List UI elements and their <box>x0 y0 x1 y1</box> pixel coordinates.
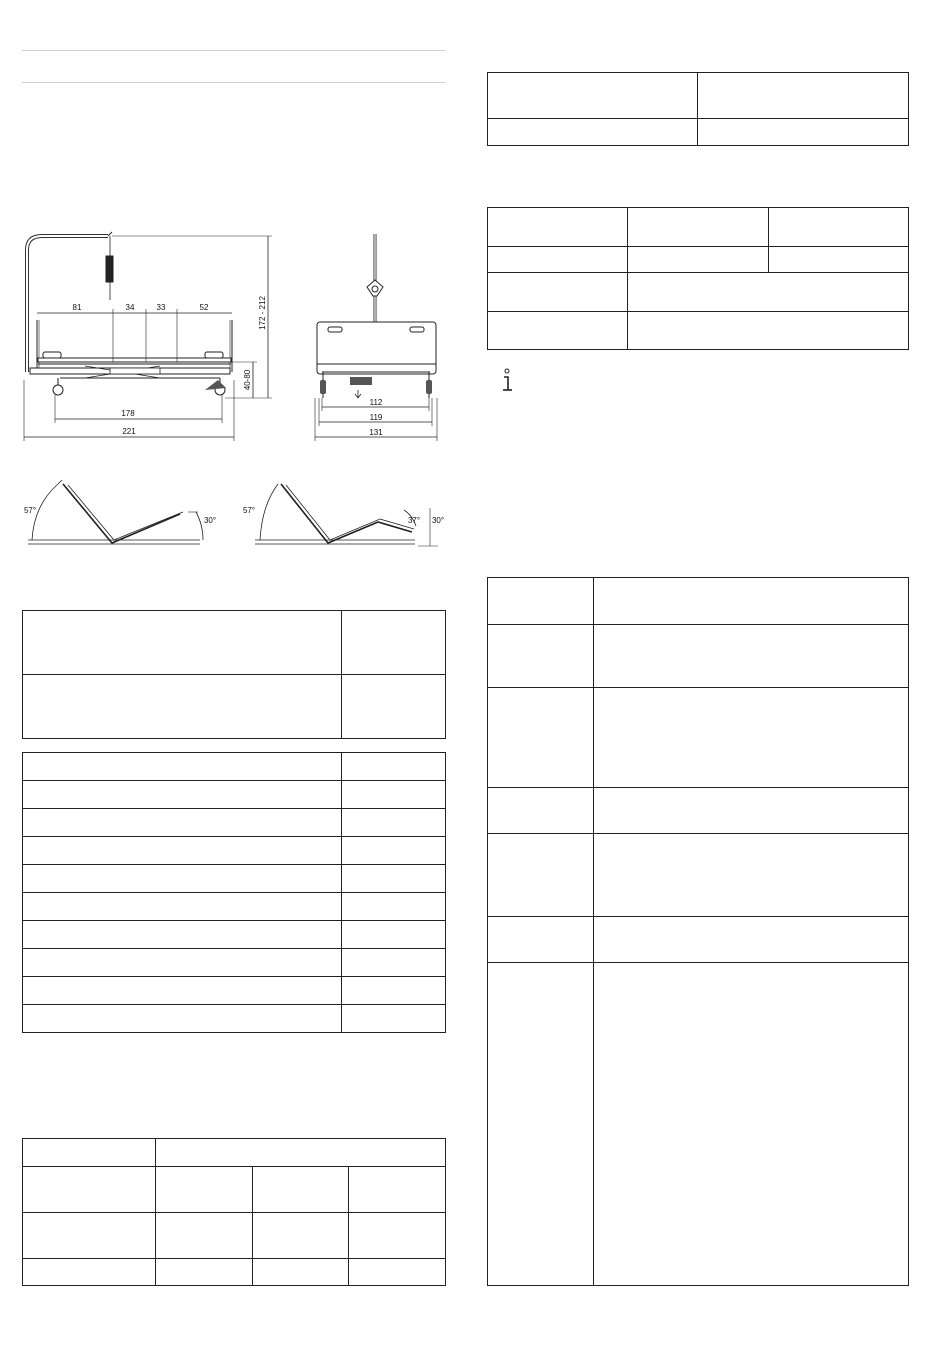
profile-2-leg-angle-2: 30° <box>431 516 445 525</box>
table-cell <box>628 273 909 312</box>
table-cell <box>594 688 909 788</box>
table-row <box>488 788 909 834</box>
table-cell <box>342 809 446 837</box>
table-cell <box>342 893 446 921</box>
dim-total-width: 131 <box>369 428 383 437</box>
table-row <box>488 208 909 247</box>
table-cell <box>769 247 909 273</box>
table-cell <box>253 1167 349 1213</box>
table-cell <box>349 1213 446 1259</box>
table-cell <box>342 865 446 893</box>
table-row <box>488 247 909 273</box>
table-row <box>488 273 909 312</box>
dim-frame-width: 119 <box>369 413 383 422</box>
end-view-drawing <box>315 234 437 441</box>
profile-2-backrest-angle: 57° <box>242 506 256 515</box>
spec-table-1 <box>22 610 446 739</box>
table-cell <box>488 788 594 834</box>
table-row <box>488 963 909 1286</box>
table-cell <box>488 578 594 625</box>
dim-deck-height: 40-80 <box>243 369 252 391</box>
table-row <box>488 625 909 688</box>
table-cell <box>488 273 628 312</box>
dim-head: 81 <box>72 303 82 312</box>
table-cell <box>488 73 698 119</box>
table-cell <box>23 1005 342 1033</box>
table-cell <box>156 1213 253 1259</box>
table-row <box>488 119 909 146</box>
table-cell <box>488 625 594 688</box>
spec-table-4 <box>487 72 909 146</box>
table-row <box>23 921 446 949</box>
dim-base-length: 178 <box>121 409 135 418</box>
table-row <box>23 893 446 921</box>
table-row <box>23 977 446 1005</box>
table-cell <box>23 611 342 675</box>
table-cell <box>628 208 769 247</box>
table-row <box>23 1259 446 1286</box>
table-row <box>23 1167 446 1213</box>
table-cell <box>23 865 342 893</box>
table-cell <box>488 119 698 146</box>
table-cell <box>488 247 628 273</box>
dim-seat: 33 <box>156 303 166 312</box>
table-cell <box>23 753 342 781</box>
table-cell <box>342 921 446 949</box>
table-row <box>23 1213 446 1259</box>
dim-inner-width: 112 <box>369 398 383 407</box>
table-cell <box>594 578 909 625</box>
table-row <box>488 834 909 917</box>
dim-total-height: 172 - 212 <box>258 296 267 330</box>
table-cell <box>342 781 446 809</box>
table-row <box>488 917 909 963</box>
table-cell <box>23 977 342 1005</box>
table-row <box>23 781 446 809</box>
table-cell <box>594 625 909 688</box>
table-row <box>23 949 446 977</box>
dim-legs: 52 <box>199 303 209 312</box>
table-cell <box>23 809 342 837</box>
table-cell <box>594 834 909 917</box>
table-row <box>488 73 909 119</box>
table-row <box>488 688 909 788</box>
table-cell <box>342 949 446 977</box>
table-cell <box>23 781 342 809</box>
table-cell <box>156 1139 446 1167</box>
table-row <box>23 809 446 837</box>
table-cell <box>594 963 909 1286</box>
spec-table-2 <box>22 752 446 1033</box>
bed-dimension-drawings <box>0 0 480 560</box>
table-row <box>23 675 446 739</box>
table-row <box>23 1005 446 1033</box>
table-row <box>488 312 909 350</box>
table-cell <box>628 312 909 350</box>
table-cell <box>488 688 594 788</box>
table-cell <box>698 73 909 119</box>
table-cell <box>23 949 342 977</box>
table-cell <box>698 119 909 146</box>
table-cell <box>23 893 342 921</box>
profile-2-leg-angle-1: 37° <box>407 516 421 525</box>
table-cell <box>23 675 342 739</box>
table-cell <box>594 788 909 834</box>
table-cell <box>23 1167 156 1213</box>
table-cell <box>342 1005 446 1033</box>
table-cell <box>349 1259 446 1286</box>
backrest-profile-1 <box>24 480 216 544</box>
table-cell <box>488 963 594 1286</box>
table-cell <box>156 1167 253 1213</box>
info-icon <box>500 368 514 394</box>
table-row <box>23 753 446 781</box>
table-row <box>488 578 909 625</box>
backrest-profile-2 <box>243 484 444 546</box>
table-cell <box>23 1259 156 1286</box>
profile-1-leg-angle: 30° <box>203 516 217 525</box>
spec-table-3 <box>22 1138 446 1286</box>
table-cell <box>253 1213 349 1259</box>
table-cell <box>488 917 594 963</box>
dim-back: 34 <box>125 303 135 312</box>
table-cell <box>23 837 342 865</box>
table-cell <box>628 247 769 273</box>
table-cell <box>23 1213 156 1259</box>
profile-1-backrest-angle: 57° <box>23 506 37 515</box>
table-cell <box>488 834 594 917</box>
table-cell <box>488 312 628 350</box>
table-cell <box>769 208 909 247</box>
dim-total-length: 221 <box>122 427 136 436</box>
table-cell <box>342 837 446 865</box>
table-cell <box>342 977 446 1005</box>
table-cell <box>342 753 446 781</box>
spec-table-5 <box>487 207 909 350</box>
table-cell <box>23 921 342 949</box>
table-row <box>23 865 446 893</box>
table-cell <box>23 1139 156 1167</box>
table-cell <box>349 1167 446 1213</box>
table-row <box>23 837 446 865</box>
table-cell <box>488 208 628 247</box>
table-row <box>23 611 446 675</box>
table-cell <box>594 917 909 963</box>
side-view-drawing <box>24 232 272 441</box>
table-cell <box>253 1259 349 1286</box>
spec-table-6 <box>487 577 909 1286</box>
table-cell <box>156 1259 253 1286</box>
table-row <box>23 1139 446 1167</box>
table-cell <box>342 675 446 739</box>
table-cell <box>342 611 446 675</box>
